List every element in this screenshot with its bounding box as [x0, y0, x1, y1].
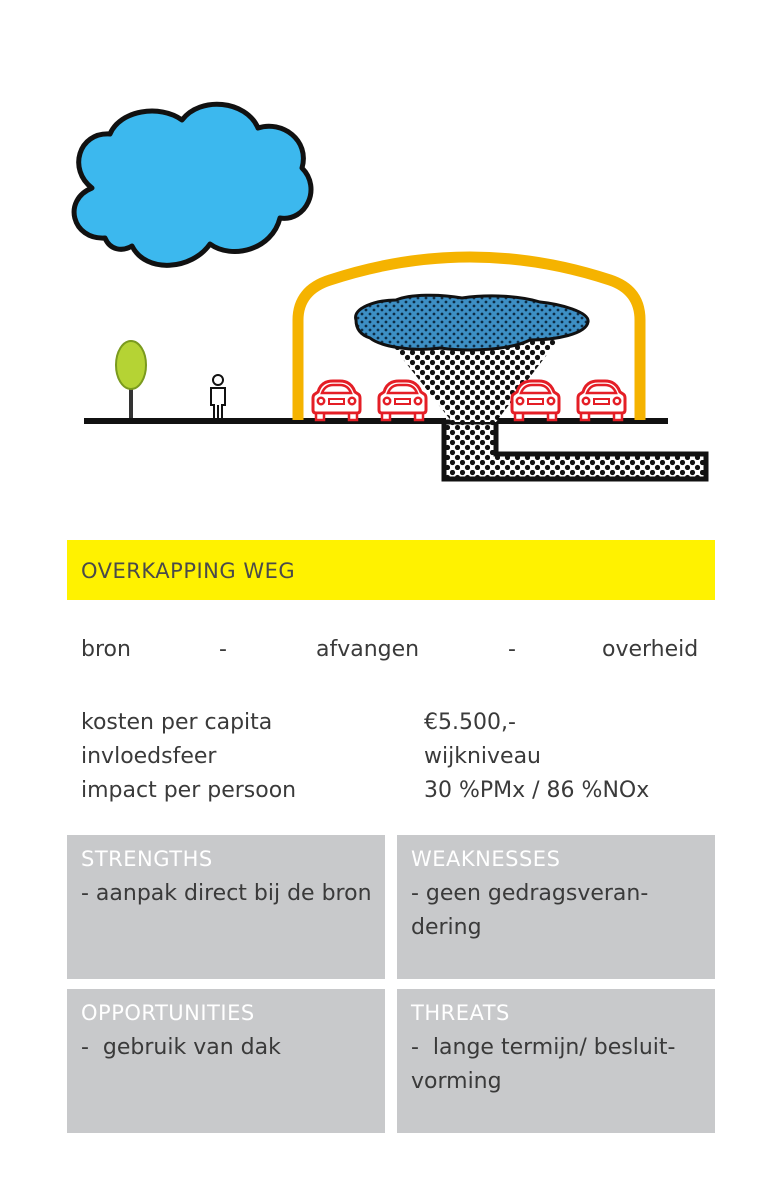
- swot-threats: [397, 989, 715, 1133]
- fact-label-impact: impact per persoon: [81, 778, 297, 803]
- fact-value-scope: wijkniveau: [424, 744, 541, 769]
- swot-line: - lange termijn/ besluit-: [411, 1035, 676, 1060]
- swot-heading: WEAKNESSES: [411, 847, 561, 871]
- swot-line: - aanpak direct bij de bron: [81, 881, 372, 906]
- swot-heading: OPPORTUNITIES: [81, 1001, 255, 1025]
- swot-text: [411, 1031, 705, 1099]
- car-icon: [512, 381, 559, 420]
- swot-line: dering: [411, 915, 482, 940]
- tree-icon: [116, 341, 146, 420]
- fact-value-impact: 30 %PMx / 86 %NOx: [424, 778, 650, 803]
- filter-duct: [444, 422, 706, 479]
- flow-method: afvangen: [316, 637, 420, 662]
- car-icon: [578, 381, 625, 420]
- swot-line: - geen gedragsveran-: [411, 881, 649, 906]
- swot-text: [81, 877, 375, 911]
- person-icon: [211, 375, 225, 420]
- fact-value-cost: €5.500,-: [424, 710, 516, 735]
- car-icon: [379, 381, 426, 420]
- flow-source: bron: [81, 637, 131, 662]
- road-surface: [84, 418, 446, 424]
- swot-weaknesses: [397, 835, 715, 979]
- road-canopy-illustration: [0, 0, 782, 520]
- flow-actor: overheid: [602, 637, 699, 662]
- facts-labels: [81, 706, 296, 808]
- page-title: OVERKAPPING WEG: [81, 559, 296, 583]
- swot-line: vorming: [411, 1069, 502, 1094]
- flow-separator: -: [219, 637, 227, 662]
- cloud-icon: [74, 104, 311, 265]
- swot-text: [411, 877, 705, 945]
- fact-label-cost: kosten per capita: [81, 710, 273, 735]
- title-bar: [67, 540, 715, 600]
- swot-text: [81, 1031, 375, 1065]
- swot-opportunities: [67, 989, 385, 1133]
- facts-values: [424, 706, 649, 808]
- swot-heading: THREATS: [411, 1001, 510, 1025]
- swot-strengths: [67, 835, 385, 979]
- swot-line: - gebruik van dak: [81, 1035, 281, 1060]
- flow-separator: -: [508, 637, 516, 662]
- car-icon: [313, 381, 360, 420]
- fact-label-scope: invloedsfeer: [81, 744, 217, 769]
- swot-heading: STRENGTHS: [81, 847, 213, 871]
